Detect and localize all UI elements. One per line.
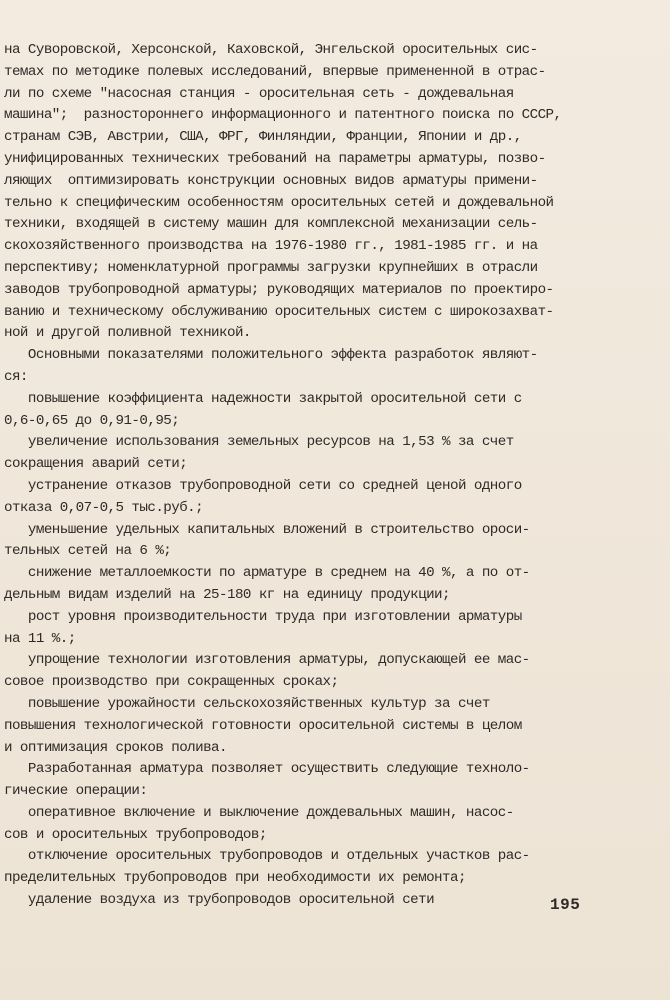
text-line: повышения технологической готовности оросительной системы в целом	[4, 717, 522, 734]
text-line: скохозяйственного производства на 1976-1980 гг., 1981-1985 гг. и на	[4, 238, 538, 255]
text-line: унифицированных технических требований на параметры арматуры, позво-	[4, 150, 546, 167]
text-line: ся:	[4, 368, 28, 385]
text-line: тельных сетей на 6 %;	[4, 543, 172, 560]
text-line: заводов трубопроводной арматуры; руководящих материалов по проектиро-	[4, 281, 554, 298]
text-line: ли по схеме "насосная станция - оросительная сеть - дождевальная	[4, 85, 514, 102]
text-line: повышение урожайности сельскохозяйственных культур за счет	[4, 695, 490, 712]
text-line: уменьшение удельных капитальных вложений в строительство ороси-	[4, 521, 530, 538]
text-line: отказа 0,07-0,5 тыс.руб.;	[4, 499, 204, 516]
text-line: увеличение использования земельных ресурсов на 1,53 % за счет	[4, 434, 514, 451]
text-line: оперативное включение и выключение дождевальных машин, насос-	[4, 804, 514, 821]
text-line: рост уровня производительности труда при изготовлении арматуры	[4, 608, 522, 625]
text-line: повышение коэффициента надежности закрытой оросительной сети с	[4, 390, 522, 407]
text-line: тельно к специфическим особенностям оросительных сетей и дождевальной	[4, 194, 554, 211]
text-line: гические операции:	[4, 783, 148, 800]
text-line: на 11 %.;	[4, 630, 76, 647]
text-line: странам СЭВ, Австрии, США, ФРГ, Финляндии, Франции, Японии и др.,	[4, 129, 522, 146]
text-line: и оптимизация сроков полива.	[4, 739, 227, 756]
text-line: пределительных трубопроводов при необходимости их ремонта;	[4, 870, 466, 887]
text-line: удаление воздуха из трубопроводов оросительной сети	[4, 892, 435, 909]
text-line: устранение отказов трубопроводной сети со средней ценой одного	[4, 477, 522, 494]
text-line: перспективу; номенклатурной программы загрузки крупнейших в отрасли	[4, 259, 538, 276]
text-line: темах по методике полевых исследований, впервые примененной в отрас-	[4, 63, 546, 80]
text-line: машина"; разностороннего информационного и патентного поиска по СССР,	[4, 107, 562, 124]
text-line: дельным видам изделий на 25-180 кг на единицу продукции;	[4, 586, 450, 603]
text-line: ванию и техническому обслуживанию оросительных систем с широкозахват-	[4, 303, 554, 320]
text-line: снижение металлоемкости по арматуре в среднем на 40 %, а по от-	[4, 565, 530, 582]
text-line: совое производство при сокращенных сроках;	[4, 674, 339, 691]
text-line: Разработанная арматура позволяет осуществить следующие техноло-	[4, 761, 530, 778]
text-line: ной и другой поливной техникой.	[4, 325, 251, 342]
body-text	[4, 40, 594, 912]
text-line: отключение оросительных трубопроводов и отдельных участков рас-	[4, 848, 530, 865]
text-line: сов и оросительных трубопроводов;	[4, 826, 267, 843]
text-line: упрощение технологии изготовления арматуры, допускающей ее мас-	[4, 652, 530, 669]
text-line: ляющих оптимизировать конструкции основных видов арматуры примени-	[4, 172, 538, 189]
text-line: на Суворовской, Херсонской, Каховской, Энгельской оросительных сис-	[4, 42, 538, 58]
page-number: 195	[550, 896, 581, 914]
text-line: Основными показателями положительного эффекта разработок являют-	[4, 347, 538, 364]
text-line: сокращения аварий сети;	[4, 456, 188, 473]
text-line: техники, входящей в систему машин для комплексной механизации сель-	[4, 216, 538, 233]
text-line: 0,6-0,65 до 0,91-0,95;	[4, 412, 180, 429]
